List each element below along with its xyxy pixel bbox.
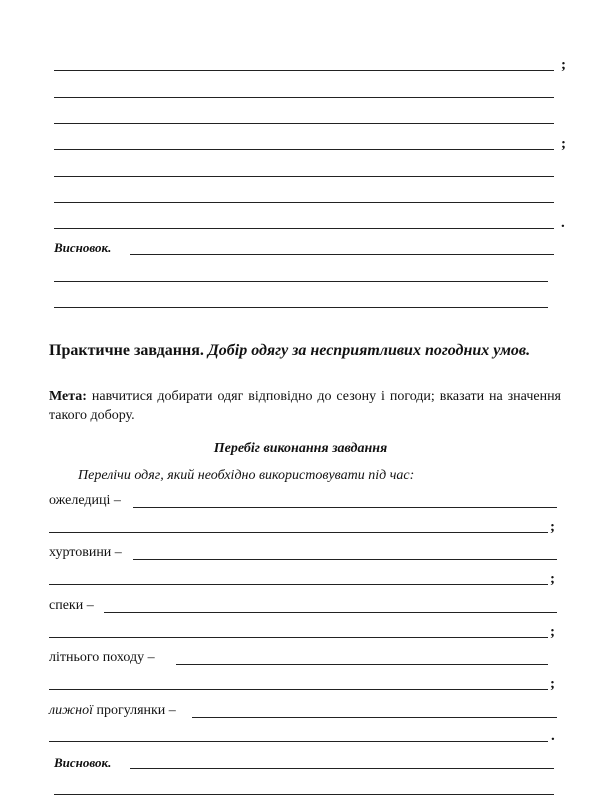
aim-label: Мета:	[49, 389, 87, 404]
conclusion-label: Висновок.	[54, 240, 112, 255]
answer-line	[54, 176, 554, 177]
semicolon: ;	[550, 571, 555, 587]
semicolon: ;	[561, 136, 566, 152]
answer-line	[54, 123, 554, 124]
task-title-topic: Добір одягу за несприятливих погодних умов.	[207, 342, 531, 359]
answer-line	[49, 741, 548, 742]
conclusion-label: Висновок.	[54, 755, 112, 770]
period: .	[551, 728, 555, 744]
answer-line	[49, 637, 548, 638]
semicolon: ;	[550, 676, 555, 692]
answer-line	[54, 202, 554, 203]
item-label: спеки –	[49, 598, 94, 613]
answer-line	[133, 507, 557, 508]
answer-line	[130, 254, 554, 255]
answer-line	[133, 559, 557, 560]
answer-line	[54, 307, 548, 308]
answer-line	[49, 532, 548, 533]
semicolon: ;	[550, 624, 555, 640]
item-label-italic: лижної	[49, 703, 93, 718]
answer-line	[54, 794, 554, 795]
answer-line	[49, 584, 548, 585]
semicolon: ;	[550, 519, 555, 535]
answer-line	[49, 689, 548, 690]
aim-text: навчитися добирати одяг відповідно до сезону і погоди; вказати на значення такого добору.	[49, 389, 561, 423]
task-aim	[49, 387, 561, 425]
answer-line	[54, 149, 554, 150]
task-title	[49, 340, 561, 362]
answer-line	[54, 70, 554, 71]
item-label: хуртовини –	[49, 545, 122, 560]
course-heading: Перебіг виконання завдання	[213, 441, 388, 456]
period: .	[561, 215, 565, 231]
answer-line	[54, 228, 554, 229]
task-instruction: Перелічи одяг, який необхідно використовувати під час:	[78, 468, 415, 483]
item-label	[49, 703, 176, 719]
item-label-rest: прогулянки –	[92, 703, 176, 718]
answer-line	[54, 281, 548, 282]
item-label: літнього походу –	[49, 650, 155, 665]
semicolon: ;	[561, 57, 566, 73]
answer-line	[130, 768, 554, 769]
answer-line	[192, 717, 557, 718]
item-label: ожеледиці –	[49, 493, 121, 508]
task-title-prefix: Практичне завдання.	[49, 342, 204, 359]
answer-line	[176, 664, 548, 665]
answer-line	[54, 97, 554, 98]
answer-line	[104, 612, 557, 613]
